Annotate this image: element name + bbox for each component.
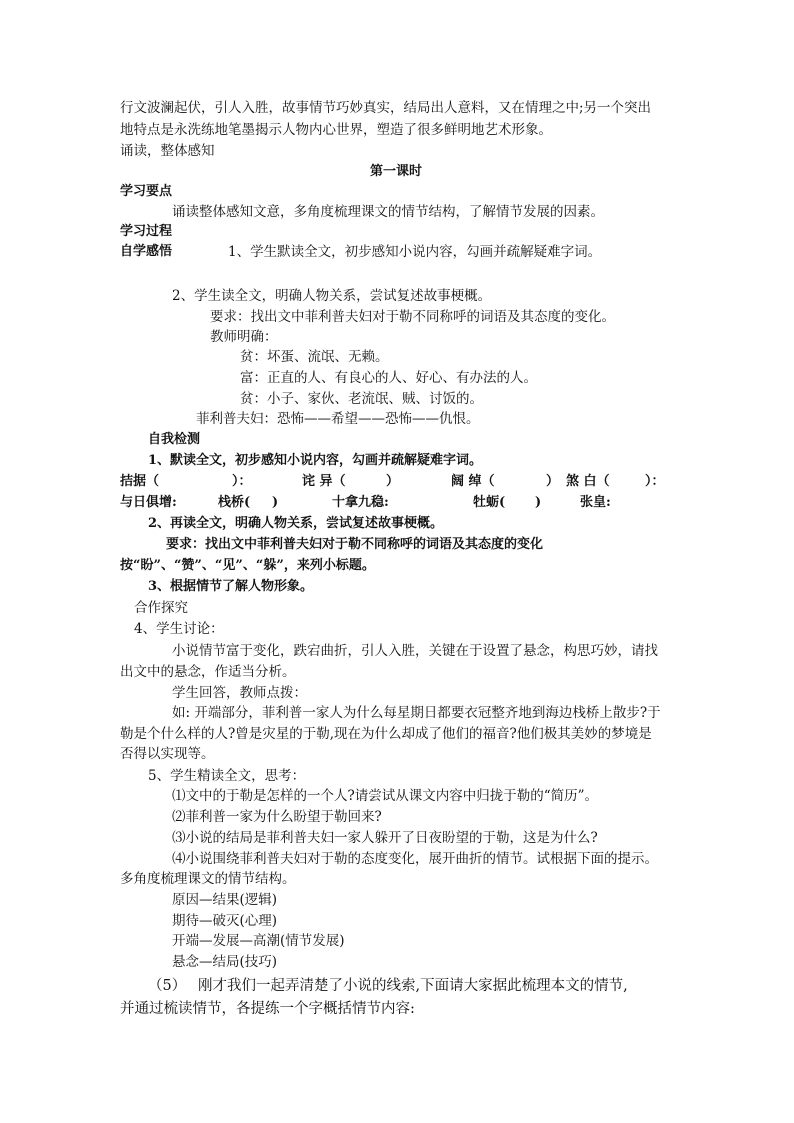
question-3: ⑶小说的结局是菲利普夫妇一家人躲开了日夜盼望的于勒，这是为什么? <box>172 830 598 846</box>
step-5: 5、学生精读全文，思考： <box>148 768 306 784</box>
key-points-heading: 学习要点 <box>120 184 173 199</box>
step-4: 4、学生讨论： <box>134 621 224 637</box>
vocab-kuochuo-end: ） <box>546 474 560 489</box>
self-study-label: 自学感悟 <box>120 244 173 259</box>
vocab-chayi: 诧 异（ <box>302 474 346 489</box>
process-heading: 学习过程 <box>120 224 173 239</box>
hint-cause-effect: 原因—结果(逻辑) <box>172 892 278 908</box>
poor-names-2: 贫：小子、家伙、老流氓、贼、讨饭的。 <box>240 391 483 407</box>
vocab-yurijuzeng: 与日俱增: <box>120 495 177 510</box>
example-1: 如: 开端部分，菲利普一家人为什么每星期日都要衣冠整齐地到海边栈桥上散步?于 <box>172 705 661 721</box>
vocab-muli: 牡蛎( <box>473 495 506 510</box>
vocab-zhanqiao: 栈桥( <box>218 495 251 510</box>
intro-line-3: 诵读，整体感知 <box>120 143 215 159</box>
question-5-line-1: 刚才我们一起弄清楚了小说的线索,下面请大家据此梳理本文的情节, <box>198 978 628 994</box>
self-check-heading: 自我检测 <box>148 432 201 447</box>
question-1: ⑴文中的于勒是怎样的一个人?请尝试从课文内容中归拢于勒的“简历”。 <box>172 788 599 804</box>
hint-expect-burst: 期待—破灭(心理) <box>172 913 278 929</box>
example-2: 勒是个什么样的人?曾是灾星的于勒,现在为什么却成了他们的福音?他们极其美妙的梦境是 <box>120 726 652 742</box>
vocab-jieju-end: ）： <box>232 474 252 489</box>
vocab-chayi-end: ） <box>386 474 400 489</box>
answer-guide: 学生回答，教师点拨： <box>172 685 307 701</box>
question-2: ⑵菲利普一家为什么盼望于勒回来? <box>172 809 382 825</box>
vocab-muli-end: ) <box>535 495 542 510</box>
self-check-q3: 3、根据情节了解人物形象。 <box>148 579 314 594</box>
self-check-q2-titles: 按“盼”、“赞”、“见”、“躲”，来列小标题。 <box>120 558 375 573</box>
example-3: 否得以实现等。 <box>120 746 215 762</box>
vocab-kuochuo: 阔 绰（ <box>451 474 495 489</box>
suspense-prompt-2: 出文中的悬念，作适当分析。 <box>120 664 296 680</box>
suspense-prompt-1: 小说情节富于变化，跌宕曲折，引人入胜，关键在于设置了悬念，构思巧妙，请找 <box>172 643 658 659</box>
self-check-q1: 1、默读全文，初步感知小说内容，勾画并疏解疑难字词。 <box>148 453 483 468</box>
intro-line-2: 地特点是永洗练地笔墨揭示人物内心世界，塑造了很多鲜明地艺术形象。 <box>120 122 552 138</box>
question-5-line-2: 并通过梳读情节，各提练一个字概括情节内容: <box>120 1001 415 1017</box>
step-2: 2、学生读全文，明确人物关系，尝试复述故事梗概。 <box>172 288 492 304</box>
step-1: 1、学生默读全文，初步感知小说内容，勾画并疏解疑难字词。 <box>228 244 602 260</box>
vocab-shinajiuwen: 十拿九稳: <box>332 495 389 510</box>
vocab-shabai-end: ）： <box>645 474 665 489</box>
couple-attitude: 菲利普夫妇：恐怖——希望——恐怖——仇恨。 <box>196 411 480 427</box>
question-4-line-1: ⑷小说围绕菲利普夫妇对于勒的态度变化，展开曲折的情节。试根据下面的提示。 <box>172 851 658 867</box>
vocab-zhanghuang: 张皇: <box>580 495 611 510</box>
requirement: 要求：找出文中菲利普夫妇对于勒不同称呼的词语及其态度的变化。 <box>210 309 615 325</box>
lesson-title: 第一课时 <box>370 164 423 179</box>
rich-names: 富：正直的人、有良心的人、好心、有办法的人。 <box>240 370 537 386</box>
hint-suspense-ending: 悬念—结局(技巧) <box>172 954 278 970</box>
teacher-clarify: 教师明确： <box>210 329 278 345</box>
vocab-row-2 <box>0 493 794 513</box>
coop-heading: 合作探究 <box>134 600 188 616</box>
self-check-q2: 2、再读全文，明确人物关系，尝试复述故事梗概。 <box>148 516 444 531</box>
question-5-number: （5） <box>148 978 187 994</box>
key-points-text: 诵读整体感知文意，多角度梳理课文的情节结构，了解情节发展的因素。 <box>172 204 604 220</box>
hint-plot-development: 开端—发展—高潮(情节发展) <box>172 933 345 949</box>
vocab-jieju: 拮据（ <box>120 474 160 489</box>
question-4-line-2: 多角度梳理课文的情节结构。 <box>120 871 296 887</box>
vocab-zhanqiao-end: ) <box>272 495 279 510</box>
intro-line-1: 行文波澜起伏，引人入胜，故事情节巧妙真实，结局出人意料，又在情理之中;另一个突出 <box>120 100 652 116</box>
vocab-row-1 <box>0 472 794 492</box>
self-check-q2-requirement: 要求：找出文中菲利普夫妇对于勒不同称呼的词语及其态度的变化 <box>166 537 544 552</box>
vocab-shabai: 煞 白（ <box>566 474 610 489</box>
poor-names-1: 贫：坏蛋、流氓、无赖。 <box>240 349 389 365</box>
